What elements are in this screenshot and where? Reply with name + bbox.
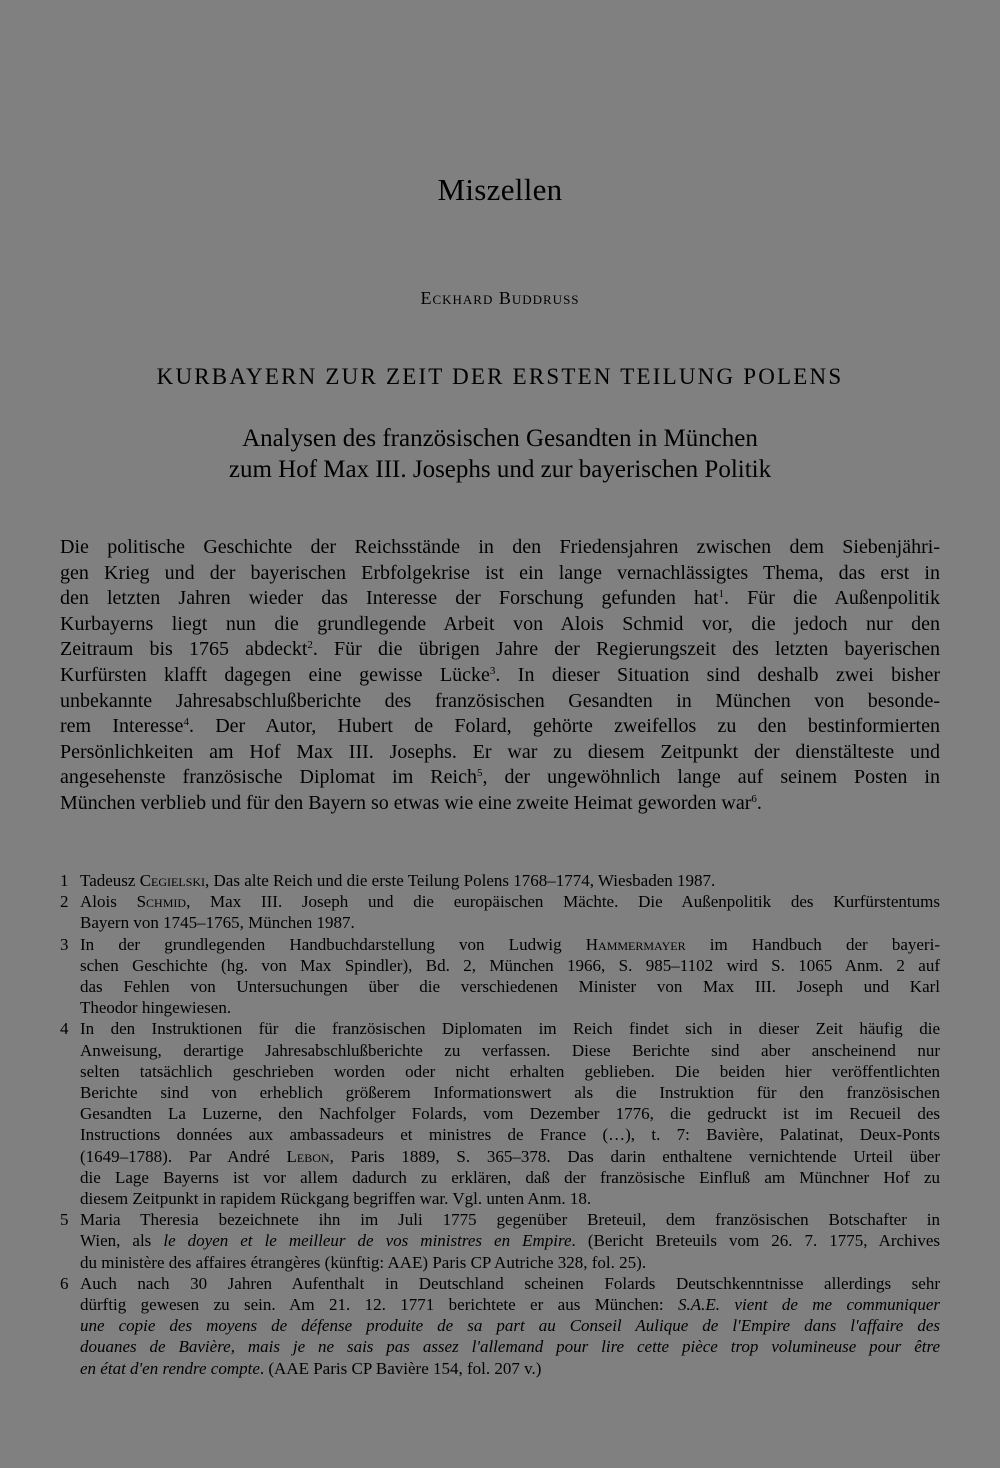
author-name: Eckhard Buddruss (420, 288, 580, 308)
footnote-ref[interactable]: 1 (718, 588, 724, 601)
article-subtitle (0, 423, 1000, 485)
body-line: den letzten Jahren wieder das Interesse der Forschung gefunden hat$^1$. Für die Außenpolitik (60, 587, 940, 610)
footnote-ref[interactable]: 2 (307, 639, 313, 652)
body-line: gen Krieg und der bayerischen Erbfolgekrise ist ein lange vernachlässigtes Thema, das erst in (60, 561, 940, 584)
footnote-number: 1 (60, 871, 69, 890)
body-line: Kurfürsten klafft dagegen eine gewisse Lücke$^3$. In dieser Situation sind deshalb zwei bisher (60, 663, 940, 686)
body-line: rem Interesse$^4$. Der Autor, Hubert de Folard, gehörte zweifellos zu den bestinformierten (60, 715, 940, 738)
footnote-3: 3 In der grundlegenden Handbuchdarstellung von Ludwig Hammermayer im Handbuch der bayeri- schen Geschichte (hg. von Max Spindler), Bd. 2, München 1966, S. 985–1102 wird S. 1065 Anm. 2 auf das Fehlen von Untersuchungen über die verschiedenen Minister von Max III. Joseph und Karl Theodor hingewiesen. (60, 934, 940, 1018)
footnote-ref[interactable]: 5 (476, 767, 483, 780)
subtitle-line: zum Hof Max III. Josephs und zur bayerischen Politik (228, 456, 772, 483)
body-line: Kurbayerns liegt nun die grundlegende Arbeit von Alois Schmid vor, die jedoch nur den (60, 612, 940, 635)
section-title: Miszellen (437, 172, 563, 207)
footnote-4: 4 In den Instruktionen für die französischen Diplomaten im Reich findet sich in dieser Zeit häufig die Anweisung, derartige Jahresabschlußberichte zu verfassen. Diese Berichte sind aber anscheinend nur selten tatsächlich geschrieben worden oder nicht erhalten geblieben. Die beiden hier veröffentlichten Berichte sind von erheblich größerem Informationswert als die Instruktion für den französischen Gesandten La Luzerne, den Nachfolger Folards, vom Dezember 1776, die gedruckt ist im Recueil des Instructions données aux ambassadeurs et ministres de France (…), t. 7: Bavière, Palatinat, Deux-Ponts (1649–1788). Par André Lebon, Paris 1889, S. 365–378. Das darin enthaltene vernichtende Urteil über die Lage Bayerns ist vor allem dadurch zu erklären, daß der französische Einfluß am Münchner Hof zu diesem Zeitpunkt in rapidem Rückgang begriffen war. Vgl. unten Anm. 18. (60, 1019, 940, 1209)
footnote-6: 6 Auch nach 30 Jahren Aufenthalt in Deutschland scheinen Folards Deutschkenntnisse allerdings sehr dürftig gewesen zu sein. Am 21. 12. 1771 berichtete er aus München: S.A.E. vient de me communiquer une copie des moyens de défense produite de sa part au Conseil Aulique de l'Empire dans l'affaire des douanes de Bavière, mais je ne sais pas assez l'allemand pour lire cette pièce trop volumineuse pour être en état d'en rendre compte. (AAE Paris CP Bavière 154, fol. 207 v.) (60, 1273, 940, 1378)
body-line: angesehenste französische Diplomat im Reich$^5$, der ungewöhnlich lange auf seinem Posten in (60, 766, 940, 789)
footnote-number: 5 (60, 1210, 69, 1230)
footnote-number: 3 (60, 934, 69, 954)
footnote-5: 5 Maria Theresia bezeichnete ihn im Juli 1775 gegenüber Breteuil, dem französischen Botschafter in Wien, als le doyen et le meilleur de vos ministres en Empire. (Bericht Breteuils vom 26. 7. 1775, Archives du ministère des affaires étrangères (künftig: AAE) Paris CP Autriche 328, fol. 25). (60, 1210, 940, 1272)
footnote-ref[interactable]: 4 (183, 716, 189, 729)
article-title: KURBAYERN ZUR ZEIT DER ERSTEN TEILUNG POLENS (156, 364, 844, 389)
subtitle-line: Analysen des französischen Gesandten in München (242, 425, 758, 452)
footnote-number: 2 (60, 892, 69, 912)
footnote-2: 2 Alois Schmid, Max III. Joseph und die europäischen Mächte. Die Außenpolitik des Kurfürstentums Bayern von 1745–1765, München 1987. (60, 892, 940, 933)
footnote-ref[interactable]: 3 (489, 664, 496, 677)
body-paragraph (60, 535, 940, 817)
footnote-1: 1 Tadeusz Cegielski, Das alte Reich und die erste Teilung Polens 1768–1774, Wiesbaden 1987. (60, 871, 716, 890)
footnotes (60, 870, 940, 1379)
footnote-number: 6 (60, 1273, 69, 1293)
body-line: unbekannte Jahresabschlußberichte des französischen Gesandten in München von besonde- (60, 689, 940, 712)
body-line: München verblieb und für den Bayern so etwas wie eine zweite Heimat geworden war$^6$. (60, 791, 762, 814)
body-line: Zeitraum bis 1765 abdeckt$^2$. Für die übrigen Jahre der Regierungszeit des letzten bayerischen (60, 638, 940, 661)
footnote-number: 4 (60, 1019, 69, 1039)
footnote-ref[interactable]: 6 (751, 792, 757, 805)
body-line: Die politische Geschichte der Reichsstände in den Friedensjahren zwischen dem Siebenjähri- (60, 536, 940, 558)
body-line: Persönlichkeiten am Hof Max III. Josephs. Er war zu diesem Zeitpunkt der dienstälteste und (60, 740, 940, 763)
